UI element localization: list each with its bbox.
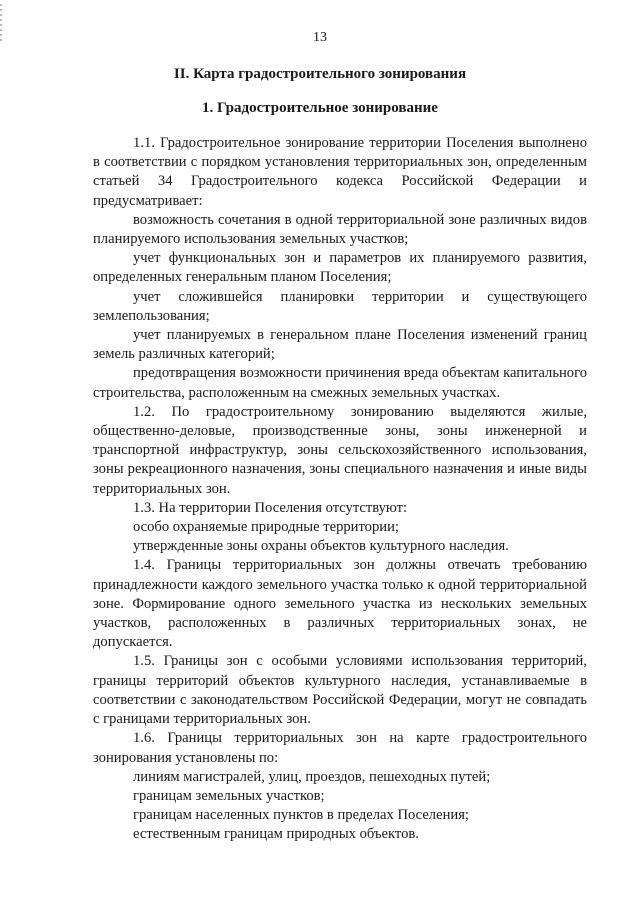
page-number: 13 [313,30,327,45]
section-title: II. Карта градостроительного зонирования [173,66,467,82]
list-item: линиям магистралей, улиц, проездов, пешеходных путей; [133,768,491,785]
subsection-title: 1. Градостроительное зонирование [202,100,438,116]
list-item: учет функциональных зон и параметров их планируемого развития, определенных генеральным планом Поселения; [93,250,587,286]
list-item: учет сложившейся планировки территории и существующего землепользования; [93,288,587,324]
paragraph-1-4: 1.4. Границы территориальных зон должны отвечать требованию принадлежности каждого земельного участка только к одной территориальной зоне. Формирование одного земельного участка из нескольких земельных участков, расположенных в различных территориальных зонах, не допускается. [93,557,587,651]
paragraph-1-5: 1.5. Границы зон с особыми условиями использования территорий, границы территорий объектов культурного наследия, устанавливаемые в соответствии с законодательством Российской Федерации, могут не совпадать с границами территориальных зон. [93,653,587,728]
list-item: предотвращения возможности причинения вреда объектам капитального строительства, расположенным на смежных земельных участках. [93,365,587,401]
paragraph-1-3: 1.3. На территории Поселения отсутствуют: [133,499,408,516]
paragraph-1-6: 1.6. Границы территориальных зон на карте градостроительного зонирования установлены по: [93,730,587,766]
list-item: особо охраняемые природные территории; [133,519,399,536]
paragraph-1-2: 1.2. По градостроительному зонированию выделяются жилые, общественно-деловые, производственные зоны, зоны инженерной и транспортной инфраструктур, зоны сельскохозяйственного использования, зоны рекреационного назначения, зоны специального назначения и иные виды территориальных зон. [93,403,587,497]
body-text [93,134,587,845]
list-item: границам населенных пунктов в пределах Поселения; [133,807,469,824]
list-item: возможность сочетания в одной территориальной зоне различных видов планируемого использования земельных участков; [93,211,587,248]
list-item: естественным границам природных объектов. [133,826,419,843]
list-item: утвержденные зоны охраны объектов культурного наследия. [133,538,509,555]
list-item: границам земельных участков; [133,787,325,804]
list-item: учет планируемых в генеральном плане Поселения изменений границ земель различных категорий; [93,327,587,363]
paragraph-1-1: 1.1. Градостроительное зонирование территории Поселения выполнено в соответствии с порядком установления территориальных зон, определенным статьей 34 Градостроительного кодекса Российской Федерации и предусматривает: [93,135,587,209]
